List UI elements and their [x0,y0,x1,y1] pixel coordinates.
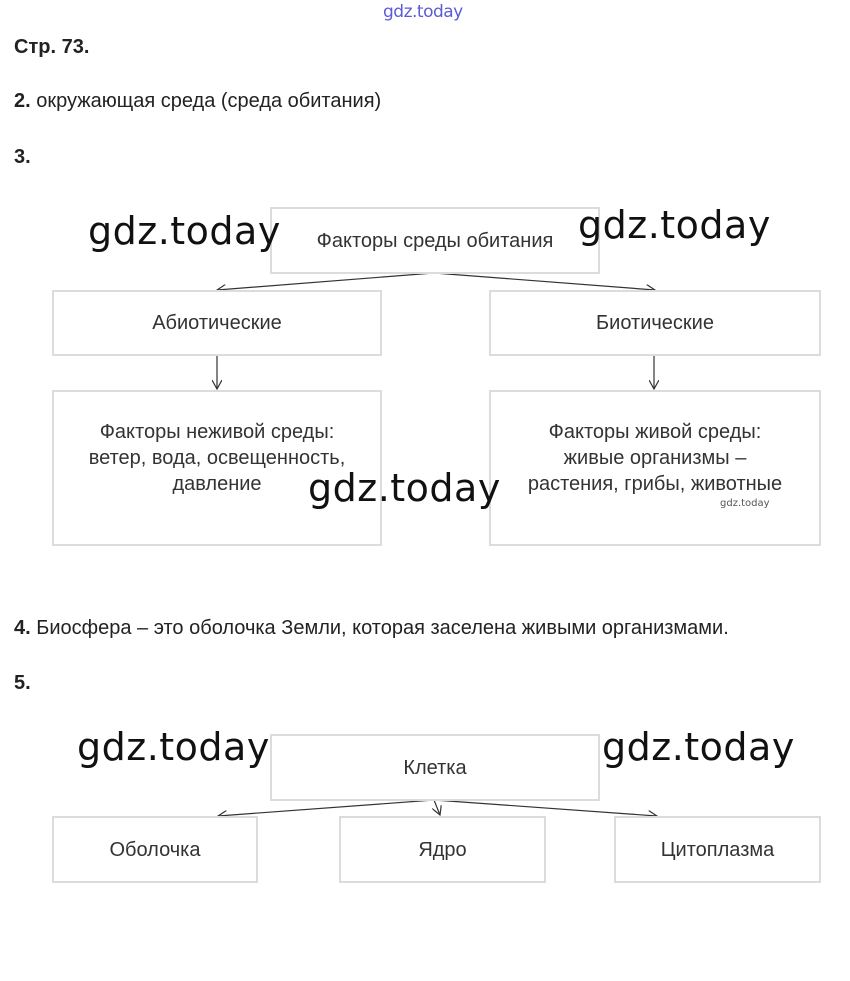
diagram2-child-box [52,816,258,883]
diagram2-child-label-cytoplasm: Цитоплазма [660,838,775,861]
diagram2-child-box [614,816,821,883]
diagram1-root-box [270,207,600,274]
diagram1-biotic-label: Биотические [596,312,714,334]
abiotic-desc-line-2: ветер, вода, освещенность, [88,447,346,469]
diagram2-child-label-membrane: Оболочка [109,838,201,861]
diagram1-root-label: Факторы среды обитания [316,229,554,252]
arrow-cell-to-cytoplasm [434,800,657,816]
watermark-large: gdz.today [578,203,771,247]
watermark-large: gdz.today [77,725,270,769]
diagram1-abiotic-label: Абиотические [152,312,282,334]
diagram2-root-box [270,734,600,801]
arrow-cell-to-membrane [218,800,434,816]
diagram2-child-box [339,816,546,883]
answer-3-number: 3. [14,146,31,168]
page-heading: Стр. 73. [14,36,90,58]
biotic-desc-line-2: живые организмы – [563,447,747,469]
answer-5-number: 5. [14,672,31,694]
diagram1-biotic-box [489,290,821,356]
diagram1-abiotic-box [52,290,382,356]
answer-2-number: 2. [14,90,31,112]
diagram2-child-label-nucleus: Ядро [418,838,467,861]
watermark-top: gdz.today [383,2,463,22]
biotic-desc-line-3: растения, грибы, животные [527,473,783,495]
arrow-root-to-biotic [434,273,655,290]
diagram1-biotic-desc-box [489,390,821,546]
answer-4-text: Биосфера – это оболочка Земли, которая заселена живыми организмами. [36,617,729,639]
watermark-large: gdz.today [308,466,501,510]
watermark-large: gdz.today [88,209,281,253]
biotic-desc-line-1: Факторы живой среды: [548,421,762,443]
abiotic-desc-line-3: давление [172,473,262,495]
diagram2-root-label: Клетка [403,756,467,779]
answer-2-text: окружающая среда (среда обитания) [36,90,382,112]
arrow-cell-to-nucleus [434,800,440,815]
arrow-root-to-abiotic [217,273,434,290]
answer-4-number: 4. [14,617,31,639]
watermark-small: gdz.today [720,498,770,509]
answer-4 [14,617,729,640]
watermark-large: gdz.today [602,725,795,769]
abiotic-desc-line-1: Факторы неживой среды: [99,421,335,443]
